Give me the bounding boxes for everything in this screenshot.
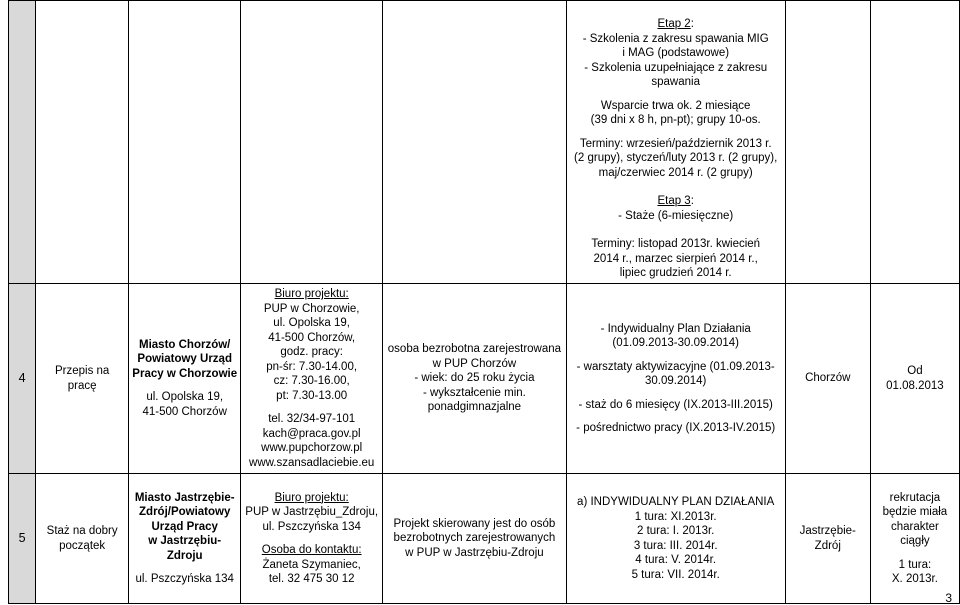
project-name: Przepis na pracę <box>36 284 129 474</box>
etap3-terms: lipiec grudzień 2014 r. <box>619 267 732 279</box>
etap2-label: Etap 2 <box>657 18 691 30</box>
etap2-support: (39 dni x 8 h, pn-pt); grupy 10-os. <box>590 114 761 126</box>
contact-line: kach@praca.gov.pl <box>262 427 361 440</box>
row-continuation-num <box>9 1 36 284</box>
projects-table <box>8 0 960 604</box>
etap2-line: - Szkolenia uzupełniające z zakresu <box>584 61 768 74</box>
organizer: Miasto Jastrzębie- Zdrój/Powiatowy Urząd Pracy w Jastrzębiu- Zdroju ul. Pszczyńska 134 <box>129 474 241 604</box>
contact-line: www.szansadlaciebie.eu <box>249 456 375 469</box>
row-continuation-recruit <box>870 1 959 284</box>
target-group: osoba bezrobotna zarejestrowana w PUP Chorzów - wiek: do 25 roku życia - wykształcenie min. ponadgimnazjalne <box>383 284 567 474</box>
contact-line: www.pupchorzow.pl <box>261 442 363 454</box>
etap2-terms: Terminy: wrzesień/październik 2013 r. <box>579 137 772 150</box>
office-info: Biuro projektu: PUP w Chorzowie, ul. Opolska 19, 41-500 Chorzów, godz. pracy: pn-śr: 7.30-14.00, cz: 7.30-16.00, pt: 7.30-13.00 tel. 32/34-97-101 kach@praca.gov.pl www.pupchorzow.pl www.szansadlaciebie.eu <box>241 284 383 474</box>
row-continuation-office <box>241 1 383 284</box>
etap3-label: Etap 3 <box>657 195 691 207</box>
place: Jastrzębie-Zdrój <box>785 474 870 604</box>
etap3-title: - Staże (6-miesięczne) <box>618 209 734 222</box>
row-continuation-place <box>785 1 870 284</box>
table-row <box>9 474 960 604</box>
support-forms: a) INDYWIDUALNY PLAN DZIAŁANIA 1 tura: XI.2013r. 2 tura: I. 2013r. 3 tura: III. 2014r. 4 tura: V. 2014r. 5 tura: VII. 2014r. <box>566 474 785 604</box>
support-forms: - Indywidualny Plan Działania (01.09.2013-30.09.2014) - warsztaty aktywizacyjne (01.09.2013- 30.09.2014) - staż do 6 miesięcy (IX.2013-III.2015) - pośrednictwo pracy (IX.2013-IV.2015) <box>566 284 785 474</box>
target-group: Projekt skierowany jest do osób bezrobotnych zarejestrowanych w PUP w Jastrzębiu-Zdroju <box>383 474 567 604</box>
row-number: 4 <box>9 284 36 474</box>
contact-title: Osoba do kontaktu: <box>261 544 362 556</box>
row-continuation-target <box>383 1 567 284</box>
etap2-terms: maj/czerwiec 2014 r. (2 grupy) <box>598 166 753 179</box>
recruitment: rekrutacja będzie miała charakter ciągły 1 tura: X. 2013r. <box>870 474 959 604</box>
etap2-line: spawania <box>651 76 700 88</box>
etap-cell: Etap 2: - Szkolenia z zakresu spawania MIG i MAG (podstawowe) - Szkolenia uzupełniające z zakresu spawania Wsparcie trwa ok. 2 miesiące (39 dni x 8 h, pn-pt); grupy 10-os. Terminy: wrzesień/październik 2013 r. (2 grupy), styczeń/luty 2013 r. (2 grupy), maj/czerwiec 2014 r. (2 grupy) Etap 3: - Staże (6-miesięczne) Terminy: listopad 2013r. kwiecień 2014 r., marzec sierpień 2014 r., lipiec grudzień 2014 r. <box>566 1 785 284</box>
etap2-line: i MAG (podstawowe) <box>622 47 730 59</box>
organizer: Miasto Chorzów/ Powiatowy Urząd Pracy w Chorzowie ul. Opolska 19, 41-500 Chorzów <box>129 284 241 474</box>
row-continuation-name <box>36 1 129 284</box>
office-info: Biuro projektu: PUP w Jastrzębiu_Zdroju, ul. Pszczyńska 134 Osoba do kontaktu: Żaneta Szymaniec, tel. 32 475 30 12 <box>241 474 383 604</box>
office-title: Biuro projektu: <box>274 491 349 504</box>
etap2-support: Wsparcie trwa ok. 2 miesiące <box>600 99 751 112</box>
office-title: Biuro projektu: <box>274 288 349 300</box>
contact-line: tel. 32/34-97-101 <box>268 413 356 425</box>
page-number: 3 <box>945 591 952 605</box>
row-continuation-org <box>129 1 241 284</box>
etap2-line: - Szkolenia z zakresu spawania MIG <box>582 32 769 45</box>
project-name: Staż na dobry początek <box>36 474 129 604</box>
recruitment: Od 01.08.2013 <box>870 284 959 474</box>
table-row <box>9 284 960 474</box>
etap3-terms: 2014 r., marzec sierpień 2014 r., <box>593 252 758 265</box>
etap2-terms: (2 grupy), styczeń/luty 2013 r. (2 grupy), <box>574 152 778 164</box>
row-number: 5 <box>9 474 36 604</box>
row-continuation <box>9 1 960 284</box>
place: Chorzów <box>785 284 870 474</box>
etap3-terms: Terminy: listopad 2013r. kwiecień <box>591 238 761 250</box>
